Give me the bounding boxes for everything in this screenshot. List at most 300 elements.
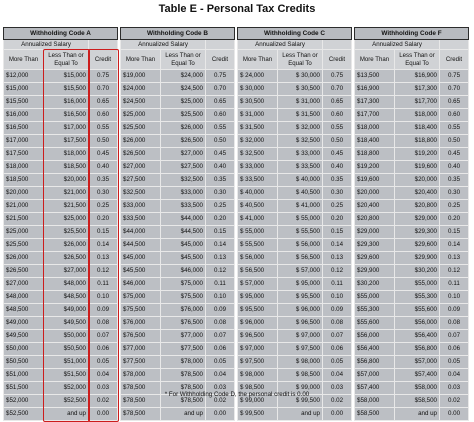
more-than-cell: $49,000 <box>4 317 44 330</box>
less-than-cell: $55,600 <box>395 304 440 317</box>
less-than-cell: $20,400 <box>395 187 440 200</box>
more-than-cell: $20,000 <box>355 187 395 200</box>
less-than-cell: $27,000 <box>161 148 206 161</box>
credit-cell: 0.45 <box>323 148 352 161</box>
credit-cell: 0.13 <box>206 252 235 265</box>
less-than-cell: $26,500 <box>44 252 89 265</box>
footnote: * For Withholding Code D, the personal credit is 0.00 <box>164 391 310 398</box>
less-than-cell: $51,500 <box>44 369 89 382</box>
credit-cell: 0.13 <box>440 252 469 265</box>
less-than-cell: $ 31,500 <box>278 109 323 122</box>
credit-cell: 0.10 <box>89 291 118 304</box>
less-than-cell: $26,000 <box>161 122 206 135</box>
credit-cell: 0.02 <box>206 395 235 408</box>
credit-cell: 0.04 <box>440 369 469 382</box>
less-than-cell: $ 55,500 <box>278 226 323 239</box>
more-than-cell: $75,500 <box>121 304 161 317</box>
more-than-cell: $27,000 <box>4 278 44 291</box>
credit-cell: 0.70 <box>323 83 352 96</box>
more-than-cell: $56,000 <box>355 330 395 343</box>
less-than-cell: $ 56,000 <box>278 239 323 252</box>
more-than-cell: $46,000 <box>121 278 161 291</box>
credit-header: Credit <box>206 50 235 70</box>
credit-header: Credit <box>89 50 118 70</box>
more-than-cell: $20,800 <box>355 213 395 226</box>
credit-cell: 0.65 <box>323 96 352 109</box>
less-than-cell: $25,000 <box>44 213 89 226</box>
credit-cell: 0.12 <box>89 265 118 278</box>
credit-cell: 0.03 <box>206 382 235 395</box>
credit-cell: 0.40 <box>206 161 235 174</box>
less-than-cell: $55,000 <box>395 278 440 291</box>
credit-cell: 0.14 <box>89 239 118 252</box>
more-than-cell: $17,300 <box>355 96 395 109</box>
more-than-cell: $ 30,000 <box>238 83 278 96</box>
more-than-cell: $58,000 <box>355 395 395 408</box>
less-than-cell: $78,500 <box>161 395 206 408</box>
less-than-cell: $50,000 <box>44 330 89 343</box>
less-than-cell: $52,500 <box>44 395 89 408</box>
more-than-cell: $ 40,000 <box>238 187 278 200</box>
less-than-cell: $18,500 <box>44 161 89 174</box>
more-than-cell: $44,500 <box>121 239 161 252</box>
more-than-cell: $ 55,000 <box>238 226 278 239</box>
page-title: Table E - Personal Tax Credits <box>158 3 316 15</box>
less-than-cell: $18,400 <box>395 122 440 135</box>
less-than-cell: $29,000 <box>395 213 440 226</box>
credit-cell: 0.70 <box>440 83 469 96</box>
more-than-cell: $ 30,500 <box>238 96 278 109</box>
less-than-cell: $29,600 <box>395 239 440 252</box>
more-than-cell: $20,400 <box>355 200 395 213</box>
more-than-cell: $17,000 <box>4 135 44 148</box>
more-than-cell: $51,000 <box>4 369 44 382</box>
less-than-cell: $20,000 <box>395 174 440 187</box>
more-than-cell: $ 57,000 <box>238 278 278 291</box>
less-than-header: Less Than or Equal To <box>278 50 323 70</box>
less-than-cell: $58,500 <box>395 395 440 408</box>
less-than-cell: $26,500 <box>161 135 206 148</box>
more-than-cell: $78,500 <box>121 382 161 395</box>
more-than-cell: $45,000 <box>121 252 161 265</box>
credit-cell: 0.08 <box>440 317 469 330</box>
credit-cell: 0.40 <box>89 161 118 174</box>
more-than-cell: $30,200 <box>355 278 395 291</box>
less-than-cell: $24,000 <box>161 70 206 83</box>
less-than-cell: $45,000 <box>161 239 206 252</box>
credit-cell: 0.13 <box>323 252 352 265</box>
more-than-cell: $18,000 <box>355 122 395 135</box>
less-than-cell: $57,000 <box>395 356 440 369</box>
credit-cell: 0.11 <box>89 278 118 291</box>
credit-cell: 0.60 <box>323 109 352 122</box>
less-than-cell: $44,500 <box>161 226 206 239</box>
less-than-cell: $49,500 <box>44 317 89 330</box>
credit-cell: 0.07 <box>323 330 352 343</box>
credit-cell: 0.10 <box>206 291 235 304</box>
more-than-cell: $ 32,500 <box>238 148 278 161</box>
more-than-cell: $27,500 <box>121 174 161 187</box>
more-than-cell: $49,500 <box>4 330 44 343</box>
credit-cell: 0.40 <box>440 161 469 174</box>
more-than-cell: $57,400 <box>355 382 395 395</box>
more-than-cell: $13,500 <box>355 70 395 83</box>
less-than-cell: $26,000 <box>44 239 89 252</box>
more-than-cell: $44,000 <box>121 226 161 239</box>
credit-cell: 0.55 <box>89 122 118 135</box>
more-than-cell: $19,000 <box>121 70 161 83</box>
less-than-cell: $ 95,500 <box>278 291 323 304</box>
less-than-cell: $ 97,000 <box>278 330 323 343</box>
credit-cell: 0.03 <box>440 382 469 395</box>
credit-cell: 0.65 <box>89 96 118 109</box>
more-than-cell: $ 96,500 <box>238 330 278 343</box>
credit-cell: 0.12 <box>440 265 469 278</box>
more-than-cell: $26,000 <box>4 252 44 265</box>
more-than-cell: $77,500 <box>121 356 161 369</box>
credit-cell: 0.55 <box>440 122 469 135</box>
more-than-cell: $21,500 <box>4 213 44 226</box>
credit-cell: 0.35 <box>440 174 469 187</box>
less-than-cell: $52,000 <box>44 382 89 395</box>
less-than-header: Less Than or Equal To <box>395 50 440 70</box>
less-than-cell: $44,000 <box>161 213 206 226</box>
more-than-cell: $ 98,500 <box>238 382 278 395</box>
section-header: Withholding Code B <box>121 28 235 40</box>
less-than-cell: $75,000 <box>161 278 206 291</box>
credit-cell: 0.45 <box>206 148 235 161</box>
blank-header-cell <box>323 40 352 50</box>
annualized-salary-header: Annualized Salary <box>355 40 440 50</box>
more-than-cell: $ 24,000 <box>238 70 278 83</box>
more-than-cell: $26,500 <box>121 148 161 161</box>
less-than-cell: $17,500 <box>44 135 89 148</box>
less-than-cell: $19,600 <box>395 161 440 174</box>
credit-cell: 0.50 <box>89 135 118 148</box>
less-than-cell: $48,500 <box>44 291 89 304</box>
section-header: Withholding Code A <box>4 28 118 40</box>
less-than-cell: and up <box>44 408 89 421</box>
more-than-cell: $ 55,500 <box>238 239 278 252</box>
credit-cell: 0.50 <box>323 135 352 148</box>
less-than-cell: $30,200 <box>395 265 440 278</box>
less-than-cell: $16,500 <box>44 109 89 122</box>
credit-cell: 0.09 <box>323 304 352 317</box>
less-than-cell: $ 31,000 <box>278 96 323 109</box>
more-than-cell: $78,500 <box>121 408 161 421</box>
credit-cell: 0.50 <box>440 135 469 148</box>
less-than-cell: $17,700 <box>395 96 440 109</box>
less-than-cell: $19,200 <box>395 148 440 161</box>
more-than-cell: $26,500 <box>4 265 44 278</box>
less-than-cell: $49,000 <box>44 304 89 317</box>
less-than-cell: $25,000 <box>161 96 206 109</box>
less-than-cell: $ 98,500 <box>278 369 323 382</box>
more-than-cell: $27,000 <box>121 161 161 174</box>
more-than-header: More Than <box>355 50 395 70</box>
more-than-cell: $78,500 <box>121 395 161 408</box>
less-than-cell: $58,000 <box>395 382 440 395</box>
less-than-cell: $25,500 <box>44 226 89 239</box>
credit-cell: 0.20 <box>206 213 235 226</box>
more-than-cell: $76,000 <box>121 317 161 330</box>
more-than-cell: $48,000 <box>4 291 44 304</box>
credit-cell: 0.06 <box>89 343 118 356</box>
section-header: Withholding Code F <box>355 28 469 40</box>
less-than-cell: $78,000 <box>161 356 206 369</box>
credit-cell: 0.03 <box>89 382 118 395</box>
less-than-cell: $77,000 <box>161 330 206 343</box>
credit-cell: 0.05 <box>440 356 469 369</box>
less-than-cell: $25,500 <box>161 109 206 122</box>
less-than-cell: $ 32,000 <box>278 122 323 135</box>
credit-cell: 0.35 <box>89 174 118 187</box>
more-than-cell: $16,000 <box>4 109 44 122</box>
less-than-cell: $77,500 <box>161 343 206 356</box>
less-than-cell: and up <box>395 408 440 421</box>
more-than-cell: $57,000 <box>355 369 395 382</box>
less-than-cell: $45,500 <box>161 252 206 265</box>
less-than-cell: $27,000 <box>44 265 89 278</box>
credit-cell: 0.75 <box>206 70 235 83</box>
less-than-cell: $ 98,000 <box>278 356 323 369</box>
credit-cell: 0.30 <box>89 187 118 200</box>
more-than-cell: $56,800 <box>355 356 395 369</box>
tax-credit-table-wrapper <box>3 27 469 421</box>
credit-cell: 0.12 <box>206 265 235 278</box>
less-than-cell: $16,000 <box>44 96 89 109</box>
more-than-cell: $19,600 <box>355 174 395 187</box>
credit-cell: 0.20 <box>89 213 118 226</box>
more-than-cell: $48,500 <box>4 304 44 317</box>
more-than-cell: $ 41,000 <box>238 213 278 226</box>
less-than-cell: $ 57,000 <box>278 265 323 278</box>
less-than-cell: $75,500 <box>161 291 206 304</box>
more-than-cell: $18,500 <box>4 174 44 187</box>
more-than-cell: $18,000 <box>4 161 44 174</box>
more-than-header: More Than <box>4 50 44 70</box>
credit-cell: 0.50 <box>206 135 235 148</box>
less-than-cell: $15,500 <box>44 83 89 96</box>
credit-cell: 0.15 <box>440 226 469 239</box>
credit-cell: 0.25 <box>206 200 235 213</box>
more-than-cell: $25,000 <box>4 226 44 239</box>
credit-cell: 0.60 <box>89 109 118 122</box>
credit-cell: 0.04 <box>89 369 118 382</box>
more-than-cell: $ 97,500 <box>238 356 278 369</box>
more-than-cell: $77,000 <box>121 343 161 356</box>
less-than-cell: $ 96,500 <box>278 317 323 330</box>
credit-cell: 0.02 <box>440 395 469 408</box>
more-than-cell: $75,000 <box>121 291 161 304</box>
less-than-cell: $ 30,000 <box>278 70 323 83</box>
annualized-salary-header: Annualized Salary <box>121 40 206 50</box>
more-than-header: More Than <box>121 50 161 70</box>
less-than-cell: $ 99,000 <box>278 382 323 395</box>
less-than-cell: $ 33,000 <box>278 148 323 161</box>
less-than-cell: $46,000 <box>161 265 206 278</box>
less-than-cell: $17,000 <box>44 122 89 135</box>
annualized-salary-header: Annualized Salary <box>238 40 323 50</box>
more-than-cell: $18,400 <box>355 135 395 148</box>
more-than-cell: $25,500 <box>4 239 44 252</box>
more-than-cell: $15,000 <box>4 83 44 96</box>
credit-cell: 0.75 <box>440 70 469 83</box>
more-than-cell: $ 95,500 <box>238 304 278 317</box>
more-than-cell: $33,000 <box>121 200 161 213</box>
less-than-cell: $50,500 <box>44 343 89 356</box>
less-than-cell: $76,500 <box>161 317 206 330</box>
credit-cell: 0.07 <box>89 330 118 343</box>
more-than-cell: $ 56,500 <box>238 265 278 278</box>
credit-cell: 0.11 <box>440 278 469 291</box>
more-than-cell: $ 97,000 <box>238 343 278 356</box>
less-than-cell: $ 40,000 <box>278 174 323 187</box>
less-than-cell: $16,900 <box>395 70 440 83</box>
credit-cell: 0.09 <box>440 304 469 317</box>
less-than-header: Less Than or Equal To <box>161 50 206 70</box>
more-than-cell: $ 98,000 <box>238 369 278 382</box>
credit-cell: 0.04 <box>323 369 352 382</box>
credit-cell: 0.09 <box>206 304 235 317</box>
credit-cell: 0.11 <box>323 278 352 291</box>
less-than-cell: $18,000 <box>44 148 89 161</box>
credit-cell: 0.75 <box>323 70 352 83</box>
more-than-cell: $58,500 <box>355 408 395 421</box>
blank-header-cell <box>206 40 235 50</box>
credit-cell: 0.10 <box>440 291 469 304</box>
less-than-cell: $56,400 <box>395 330 440 343</box>
less-than-cell: $29,300 <box>395 226 440 239</box>
credit-cell: 0.30 <box>323 187 352 200</box>
less-than-cell: $15,000 <box>44 70 89 83</box>
credit-cell: 0.20 <box>323 213 352 226</box>
more-than-cell: $ 33,500 <box>238 174 278 187</box>
more-than-cell: $17,700 <box>355 109 395 122</box>
less-than-cell: $21,000 <box>44 187 89 200</box>
less-than-cell: $ 95,000 <box>278 278 323 291</box>
less-than-cell: $29,900 <box>395 252 440 265</box>
more-than-cell: $17,500 <box>4 148 44 161</box>
credit-cell: 0.30 <box>206 187 235 200</box>
credit-cell: 0.03 <box>323 382 352 395</box>
credit-cell: 0.25 <box>440 200 469 213</box>
less-than-cell: $ 40,500 <box>278 187 323 200</box>
more-than-cell: $ 96,000 <box>238 317 278 330</box>
less-than-cell: $27,500 <box>161 161 206 174</box>
credit-cell: 0.09 <box>89 304 118 317</box>
credit-cell: 0.45 <box>440 148 469 161</box>
credit-cell: 0.55 <box>323 122 352 135</box>
credit-cell: 0.15 <box>89 226 118 239</box>
less-than-cell: and up <box>278 408 323 421</box>
credit-cell: 0.35 <box>323 174 352 187</box>
more-than-cell: $ 32,000 <box>238 135 278 148</box>
more-than-cell: $ 56,000 <box>238 252 278 265</box>
less-than-cell: $20,000 <box>44 174 89 187</box>
more-than-cell: $12,000 <box>4 70 44 83</box>
less-than-cell: $51,000 <box>44 356 89 369</box>
credit-cell: 0.14 <box>323 239 352 252</box>
more-than-cell: $21,000 <box>4 200 44 213</box>
credit-cell: 0.60 <box>440 109 469 122</box>
more-than-cell: $20,000 <box>4 187 44 200</box>
credit-cell: 0.05 <box>89 356 118 369</box>
less-than-cell: $17,300 <box>395 83 440 96</box>
more-than-cell: $78,000 <box>121 369 161 382</box>
credit-cell: 0.25 <box>323 200 352 213</box>
more-than-cell: $52,500 <box>4 408 44 421</box>
less-than-cell: $48,000 <box>44 278 89 291</box>
section-header: Withholding Code C <box>238 28 352 40</box>
more-than-cell: $29,300 <box>355 239 395 252</box>
more-than-cell: $32,500 <box>121 187 161 200</box>
credit-header: Credit <box>440 50 469 70</box>
less-than-cell: $33,000 <box>161 187 206 200</box>
more-than-cell: $51,500 <box>4 382 44 395</box>
less-than-cell: $56,800 <box>395 343 440 356</box>
credit-column-highlight <box>88 49 119 422</box>
section-header-row <box>4 28 469 40</box>
credit-cell: 0.75 <box>89 70 118 83</box>
credit-cell: 0.12 <box>323 265 352 278</box>
more-than-cell: $ 31,000 <box>238 109 278 122</box>
more-than-cell: $25,000 <box>121 109 161 122</box>
credit-cell: 0.11 <box>206 278 235 291</box>
less-than-cell: $57,400 <box>395 369 440 382</box>
less-than-cell: $ 30,500 <box>278 83 323 96</box>
credit-cell: 0.45 <box>89 148 118 161</box>
less-than-cell: $ 97,500 <box>278 343 323 356</box>
less-than-cell: $18,000 <box>395 109 440 122</box>
more-than-cell: $ 95,000 <box>238 291 278 304</box>
credit-cell: 0.08 <box>206 317 235 330</box>
less-than-cell: $24,500 <box>161 83 206 96</box>
more-than-cell: $18,800 <box>355 148 395 161</box>
more-than-cell: $15,500 <box>4 96 44 109</box>
more-than-cell: $50,500 <box>4 356 44 369</box>
less-than-cell: $ 55,000 <box>278 213 323 226</box>
more-than-cell: $16,900 <box>355 83 395 96</box>
credit-cell: 0.25 <box>89 200 118 213</box>
credit-cell: 0.08 <box>323 317 352 330</box>
credit-cell: 0.65 <box>206 96 235 109</box>
credit-cell: 0.05 <box>323 356 352 369</box>
more-than-cell: $ 99,500 <box>238 408 278 421</box>
credit-cell: 0.04 <box>206 369 235 382</box>
less-than-cell: $ 56,500 <box>278 252 323 265</box>
blank-header-cell <box>440 40 469 50</box>
credit-cell: 0.14 <box>440 239 469 252</box>
less-than-column-highlight <box>43 49 90 422</box>
less-than-cell: $ 41,000 <box>278 200 323 213</box>
less-than-cell: $76,000 <box>161 304 206 317</box>
more-than-cell: $45,500 <box>121 265 161 278</box>
more-than-cell: $55,600 <box>355 317 395 330</box>
more-than-cell: $24,500 <box>121 96 161 109</box>
less-than-cell: $21,500 <box>44 200 89 213</box>
credit-cell: 0.02 <box>323 395 352 408</box>
less-than-header: Less Than or Equal To <box>44 50 89 70</box>
less-than-cell: $33,500 <box>161 200 206 213</box>
credit-cell: 0.14 <box>206 239 235 252</box>
more-than-cell: $29,900 <box>355 265 395 278</box>
less-than-cell: and up <box>161 408 206 421</box>
credit-cell: 0.13 <box>89 252 118 265</box>
credit-cell: 0.70 <box>89 83 118 96</box>
credit-cell: 0.20 <box>440 213 469 226</box>
credit-cell: 0.10 <box>323 291 352 304</box>
